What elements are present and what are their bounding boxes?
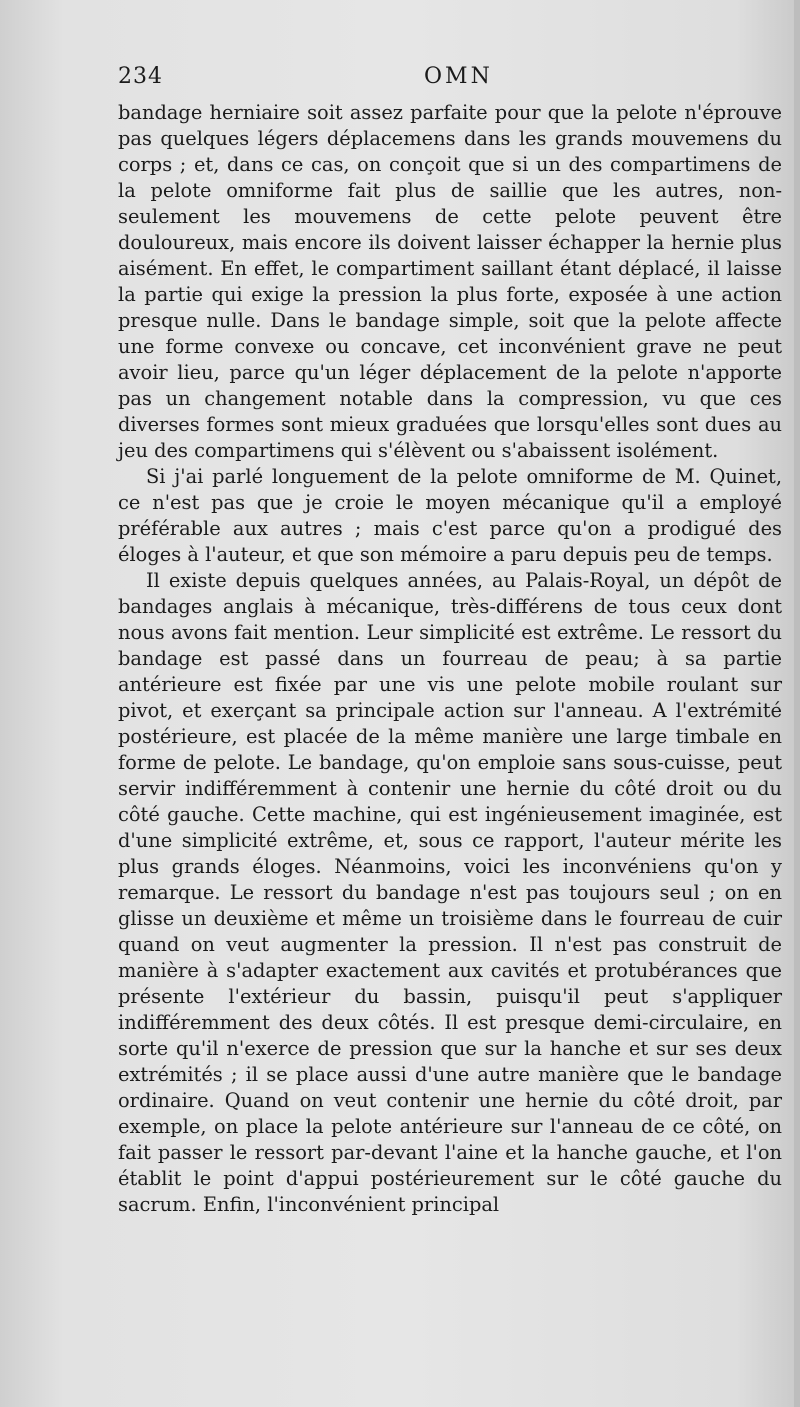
paragraph: Il existe depuis quelques années, au Palais-Royal, un dépôt de bandages anglais à mécanique, très-différens de tous ceux dont nous avons fait mention. Leur simplicité est extrême. Le ressort du bandage est passé dans un fourreau de peau; à sa partie antérieure est fixée par une vis une pelote mobile roulant sur pivot, et exerçant sa principale action sur l'anneau. A l'extrémité postérieure, est placée de la même manière une large timbale en forme de pelote. Le bandage, qu'on emploie sans sous-cuisse, peut servir indifféremment à contenir une hernie du côté droit ou du côté gauche. Cette machine, qui est ingénieusement imaginée, est d'une simplicité extrême, et, sous ce rapport, l'auteur mérite les plus grands éloges. Néanmoins, voici les inconvéniens qu'on y remarque. Le ressort du bandage n'est pas toujours seul ; on en glisse un deuxième et même un troisième dans le fourreau de cuir quand on veut augmenter la pression. Il n'est pas construit de manière à s'adapter exactement aux cavités et protubérances que présente l'extérieur du bassin, puisqu'il peut s'appliquer indifféremment des deux côtés. Il est presque demi-circulaire, en sorte qu'il n'exerce de pression que sur la hanche et sur ses deux extrémités ; il se place aussi d'une autre manière que le bandage ordinaire. Quand on veut contenir une hernie du côté droit, par exemple, on place la pelote antérieure sur l'anneau de ce côté, on fait passer le ressort par-devant l'aine et la hanche gauche, et l'on établit le point d'appui postérieurement sur le côté gauche du sacrum. Enfin, l'inconvénient principal (118, 569, 782, 1216)
page-header (118, 64, 782, 96)
paragraph: bandage herniaire soit assez parfaite pour que la pelote n'éprouve pas quelques légers déplacemens dans les grands mouvemens du corps ; et, dans ce cas, on conçoit que si un des compartimens de la pelote omniforme fait plus de saillie que les autres, non-seulement les mouvemens de cette pelote peuvent être douloureux, mais encore ils doivent laisser échapper la hernie plus aisément. En effet, le compartiment saillant étant déplacé, il laisse la partie qui exige la pression la plus forte, exposée à une action presque nulle. Dans le bandage simple, soit que la pelote affecte une forme convexe ou concave, cet inconvénient grave ne peut avoir lieu, parce qu'un léger déplacement de la pelote n'apporte pas un changement notable dans la compression, vu que ces diverses formes sont mieux graduées que lorsqu'elles sont dues au jeu des compartimens qui s'élèvent ou s'abaissent isolément. (118, 101, 782, 462)
running-head: OMN (424, 64, 493, 89)
body-text (118, 100, 782, 1218)
page-number: 234 (118, 64, 163, 89)
page-edge (794, 0, 800, 1407)
paragraph: Si j'ai parlé longuement de la pelote omniforme de M. Quinet, ce n'est pas que je croie le moyen mécanique qu'il a employé préférable aux autres ; mais c'est parce qu'on a prodigué des éloges à l'auteur, et que son mémoire a paru depuis peu de temps. (118, 465, 782, 566)
